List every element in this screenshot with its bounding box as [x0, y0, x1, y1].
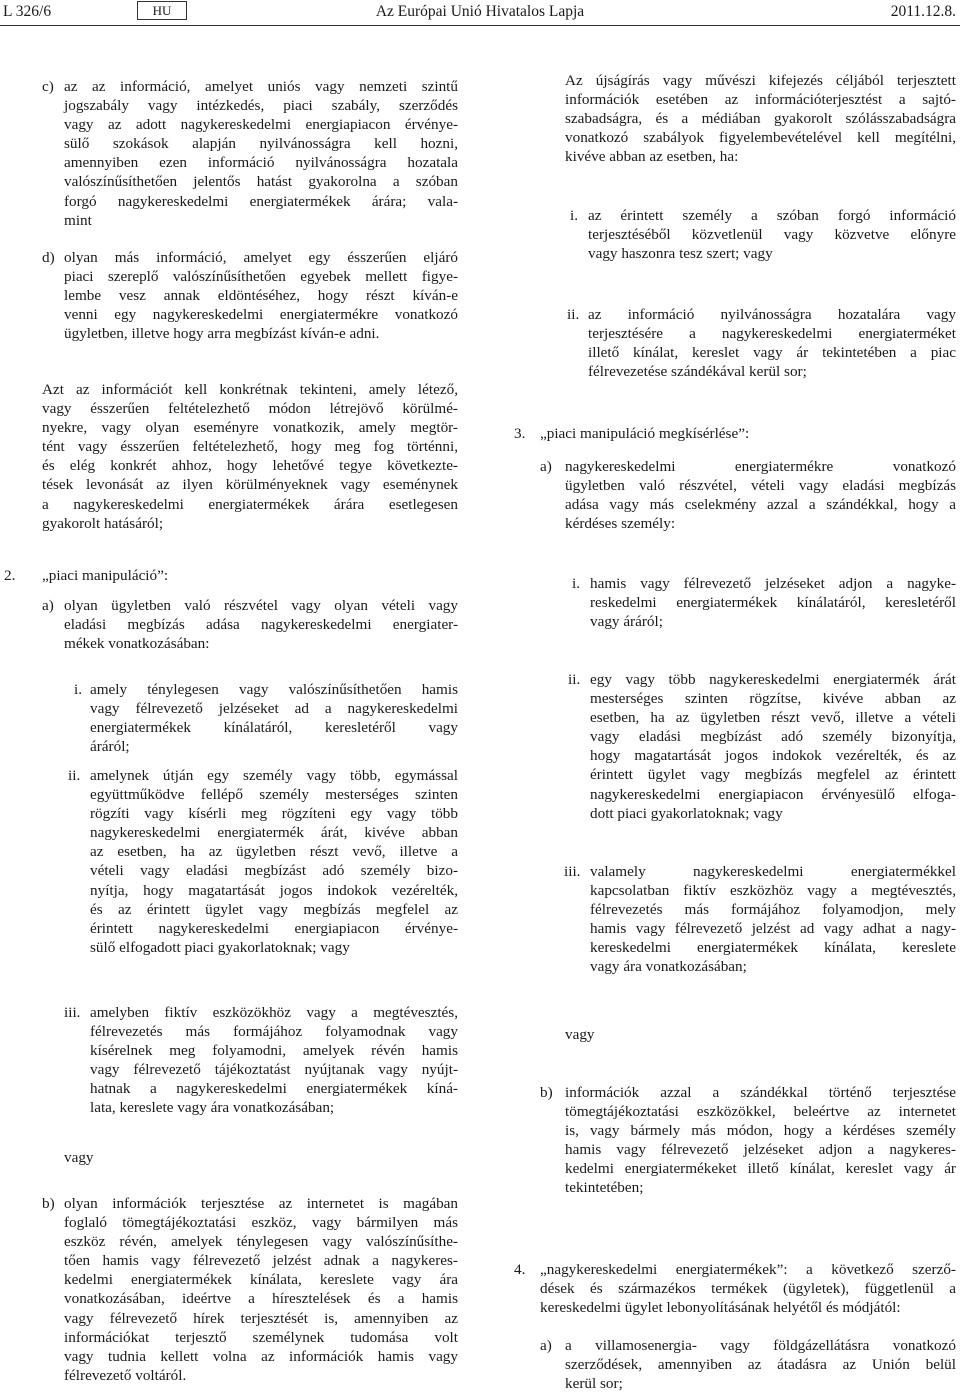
text-line: egy vagy több nagykereskedelmi energiatermék árát [590, 671, 956, 688]
text-line: amelynek útján egy személy vagy több, egymással [90, 767, 458, 784]
text-line: nyekre, vagy olyan eseményre vonatkozik, amely megtör- [42, 419, 458, 437]
text-line: terjesztésére a nagykereskedelmi energiaterméket [588, 325, 956, 343]
journal-title: Az Európai Unió Hivatalos Lapja [375, 3, 585, 20]
item-4a-label: a) [540, 1337, 552, 1354]
text-line: kedelmi energiatermékek kínálata, kereslete vagy ára [64, 1271, 458, 1289]
text-line: dések és származékos termékek (ügyletek), függetlenül a [540, 1280, 956, 1298]
item-d-text [64, 248, 458, 343]
text-line: nagykereskedelmi energiatermék árát, kivéve abban [90, 824, 458, 842]
text-line: vagy eladási megbízást adó személy bizonyítja, [590, 728, 956, 746]
item-2a-i-text [90, 680, 458, 756]
text-line: az esetben, ha az ügyletben részt vevő, illetve a [90, 843, 458, 861]
text-line: gyakorolt hatásáról; [42, 514, 164, 532]
text-line: információkat terjesztő személynek tudomása volt [64, 1328, 458, 1346]
text-line: érintett ügylet vagy megbízás megfelel az érintett [590, 766, 956, 784]
text-line: sülő szokások alapján nyilvánosságra kell hozni, [64, 135, 458, 153]
text-line: információk esetében az információterjesztést a sajtó- [565, 91, 956, 109]
text-line: vagy ára vonatkozásában; [590, 958, 747, 976]
section-3-number: 3. [514, 425, 526, 442]
text-line: vagy az adott nagykereskedelmi energiapiacon érvénye- [64, 116, 458, 134]
text-line: eszköz révén, amelyek ténylegesen vagy valószínűsíthe- [64, 1233, 458, 1251]
text-line: kereskedelmi ügylet lebonyolításának helyétől és módjától: [540, 1299, 901, 1317]
item-2a-text [64, 596, 458, 653]
text-line: kísérelnek meg folyamodni, amelyek révén hamis [90, 1042, 458, 1060]
text-line: szerződések, amennyiben az átadásra az Unión belül [565, 1356, 956, 1374]
text-line: kerül sor; [565, 1375, 623, 1393]
item-r-ii-text [588, 305, 956, 381]
text-line: információk azzal a szándékkal történő terjesztése [565, 1084, 956, 1101]
text-line: is, vagy bármely más módon, hogy a kérdéses személy [565, 1122, 956, 1140]
text-line: kereskedelmi energiatermékek kínálata, kereslete [590, 939, 956, 957]
text-line: illető kínálat, kereslet vagy ár tekintetében a piac [588, 344, 956, 362]
text-line: tömegtájékoztatási eszközökkel, beleértve az internetet [565, 1103, 956, 1121]
text-line: rögzíti vagy kísérli meg rögzíteni egy vagy több [90, 805, 458, 823]
text-line: olyan más információ, amelyet egy ésszerűen eljáró [64, 249, 458, 266]
text-line: nagykereskedelmi energiatermékre vonatkozó [565, 458, 956, 475]
text-line: mesterséges szinten rögzítse, kivéve abban az [590, 690, 956, 708]
header-divider [0, 25, 960, 26]
text-line: félrevezetés más formájához folyamodjon, mely [590, 901, 956, 919]
item-3a-label: a) [540, 458, 552, 475]
right-intro-paragraph [565, 71, 956, 166]
text-line: kedelmi energiatermékeket illető kínálat, kereslet vagy ár [565, 1160, 956, 1178]
text-line: energiatermékek kínálatáról, keresletéről vagy [90, 719, 458, 737]
item-2a-i-label: i. [74, 681, 83, 698]
text-line: venni egy nagykereskedelmi energiatermékre vonatkozó [64, 306, 458, 324]
section-3-title: „piaci manipuláció megkísérlése”: [540, 425, 750, 442]
text-line: amely ténylegesen vagy valószínűsíthetően hamis [90, 681, 458, 698]
text-line: vagy haszonra tesz szert; vagy [588, 245, 773, 263]
text-line: ügyletben való részvétel, vételi vagy eladási megbízás [565, 477, 956, 495]
text-line: hamis vagy félrevezető jelzéseket adjon a nagyke- [590, 575, 956, 592]
text-line: vonatkozó szabályok figyelembevételével kell megítélni, [565, 129, 956, 147]
text-line: eladási megbízás adása nagykereskedelmi energiater- [64, 616, 458, 634]
text-line: „nagykereskedelmi energiatermékek”: a következő szerző- [540, 1261, 956, 1278]
item-r-i-label: i. [570, 207, 579, 224]
text-line: reskedelmi energiatermékek kínálatáról, keresletéről [590, 594, 956, 612]
text-line: kivéve abban az esetben, ha: [565, 148, 739, 166]
item-2a-ii-text [90, 766, 458, 957]
text-line: amelyben fiktív eszközökhöz vagy a megtévesztés, [90, 1004, 458, 1021]
item-3b-label: b) [540, 1084, 553, 1101]
connector-vagy-right: vagy [565, 1026, 595, 1043]
definition-paragraph [42, 380, 458, 533]
item-2b-label: b) [42, 1195, 55, 1212]
section-4-number: 4. [514, 1261, 526, 1278]
text-line: ügyletben, illetve hogy arra megbízást kíván-e adni. [64, 325, 380, 343]
item-3a-iii-text [590, 862, 956, 977]
text-line: vagy ésszerűen feltételezhető módon létrejövő körülmé- [42, 400, 458, 418]
text-line: jogszabály vagy intézkedés, piaci szabály, szerződés [64, 97, 458, 115]
text-line: a villamosenergia- vagy földgázellátásra vonatkozó [565, 1337, 956, 1354]
text-line: mint [64, 211, 92, 229]
item-c-text [64, 77, 458, 230]
text-line: vagy félrevezető jelzéseket ad a nagykereskedelmi [90, 700, 458, 718]
text-line: az információ nyilvánosságra hozatalára vagy [588, 306, 956, 323]
item-2a-iii-text [90, 1003, 458, 1118]
item-3a-text [565, 457, 956, 533]
item-3a-i-label: i. [572, 575, 581, 592]
text-line: az az információ, amelyet uniós vagy nemzeti szintű [64, 78, 458, 95]
text-line: vagy félrevezető hírek terjesztését is, amennyiben az [64, 1309, 458, 1327]
item-2a-iii-label: iii. [64, 1004, 81, 1021]
text-line: hamis vagy félrevezető jelzéseket adjon a nagykeres- [565, 1141, 956, 1159]
text-line: vételi vagy eladási megbízást adó személy bizo- [90, 862, 458, 880]
language-badge: HU [137, 1, 187, 20]
text-line: félrevezető voltáról. [64, 1366, 187, 1384]
text-line: tően hamis vagy félrevezető jelzést adnak a nagykeres- [64, 1252, 458, 1270]
text-line: tekintetében; [565, 1179, 644, 1197]
text-line: terjesztéséből közvetlenül vagy közvetve előnyre [588, 226, 956, 244]
connector-vagy: vagy [64, 1149, 94, 1166]
text-line: kérdéses személy: [565, 515, 676, 533]
item-4a-text [565, 1336, 956, 1393]
item-2a-label: a) [42, 597, 54, 614]
item-3a-i-text [590, 574, 956, 631]
text-line: az érintett személy a szóban forgó információ [588, 207, 956, 224]
text-line: vagy félrevezető tájékoztatást nyújtanak vagy nyújt- [90, 1061, 458, 1079]
text-line: hogy magatartását jogos indokok vezérelték, és az [590, 747, 956, 765]
item-3a-ii-text [590, 670, 956, 823]
text-line: vagy tudnia kellett volna az információk hamis vagy [64, 1347, 458, 1365]
text-line: mékek vonatkozásában: [64, 635, 210, 653]
text-line: esetben, ha az ügyletben részt vevő, illetve a vételi [590, 709, 956, 727]
item-3b-text [565, 1083, 956, 1198]
text-line: nagykereskedelmi energiapiacon érvényesülő elfoga- [590, 785, 956, 803]
page-header [0, 0, 960, 26]
text-line: sülő elfogadott piaci gyakorlatoknak; vagy [90, 938, 350, 956]
text-line: a nagykereskedelmi energiatermékek árára esetlegesen [42, 495, 458, 513]
text-line: kapcsolatban fiktív eszközhöz vagy a megtévesztés, [590, 882, 956, 900]
section-2-title: „piaci manipuláció”: [42, 567, 169, 584]
item-2a-ii-label: ii. [68, 767, 81, 784]
section-2-number: 2. [4, 567, 16, 584]
text-line: lata, kereslete vagy ára vonatkozásában; [90, 1099, 335, 1117]
text-line: olyan információk terjesztése az internetet is magában [64, 1195, 458, 1212]
text-line: vonatkozásában, ideértve a híresztelések és a hamis [64, 1290, 458, 1308]
page-reference: L 326/6 [3, 3, 52, 20]
section-4-text [540, 1260, 956, 1317]
item-c-label: c) [42, 78, 54, 95]
text-line: Az újságírás vagy művészi kifejezés céljából terjesztett [565, 72, 956, 89]
text-line: nyítja, hogy magatartását jogos indokok vezérelték, [90, 881, 458, 899]
text-line: dott piaci gyakorlatoknak; vagy [590, 804, 783, 822]
text-line: amennyiben ezen információ nyilvánosságra hozatala [64, 154, 458, 172]
text-line: és az érintett ügylet vagy megbízás megfelel az [90, 900, 458, 918]
text-line: olyan ügyletben való részvétel vagy olyan vételi vagy [64, 597, 458, 614]
text-line: félrevezetés más formájához folyamodnak vagy [90, 1023, 458, 1041]
text-line: adása vagy más cselekmény azzal a szándékkal, hogy a [565, 496, 956, 514]
text-line: tések levonását az ilyen körülményeknek vagy eseménynek [42, 476, 458, 494]
text-line: hamis vagy félrevezető jelzést ad vagy adhat a nagy- [590, 920, 956, 938]
text-line: tént vagy ésszerűen feltételezhető, hogy meg fog történni, [42, 438, 458, 456]
text-line: szabadságra, és a médiában gyakorolt szólásszabadságra [565, 110, 956, 128]
text-line: forgó nagykereskedelmi energiatermékek árára; vala- [64, 192, 458, 210]
text-line: hatnak a nagykereskedelmi energiatermékek kíná- [90, 1080, 458, 1098]
text-line: és elég konkrét ahhoz, hogy lehetővé tegye következte- [42, 457, 458, 475]
item-3a-ii-label: ii. [568, 671, 581, 688]
item-r-i-text [588, 206, 956, 263]
text-line: foglaló tömegtájékoztatási eszköz, vagy bármilyen más [64, 1214, 458, 1232]
text-line: piaci szereplő valószínűsíthetően egyebek mellett figye- [64, 268, 458, 286]
item-3a-iii-label: iii. [564, 863, 581, 880]
text-line: együttműködve fellépő személy mesterséges szinten [90, 786, 458, 804]
text-line: érintett nagykereskedelmi energiapiacon érvénye- [90, 919, 458, 937]
publication-date: 2011.12.8. [890, 3, 956, 20]
text-line: valószínűsíthetően jelentős hatást gyakorolna a szóban [64, 173, 458, 191]
text-line: áráról; [90, 738, 130, 756]
text-line: valamely nagykereskedelmi energiatermékkel [590, 863, 956, 880]
item-r-ii-label: ii. [567, 306, 580, 323]
item-d-label: d) [42, 249, 55, 266]
text-line: félrevezetése szándékával kerül sor; [588, 363, 807, 381]
item-2b-text [64, 1194, 458, 1385]
text-line: lembe vesz annak eldöntéséhez, hogy részt kíván-e [64, 287, 458, 305]
text-line: vagy áráról; [590, 613, 663, 631]
text-line: Azt az információt kell konkrétnak tekinteni, amely létező, [42, 381, 458, 398]
